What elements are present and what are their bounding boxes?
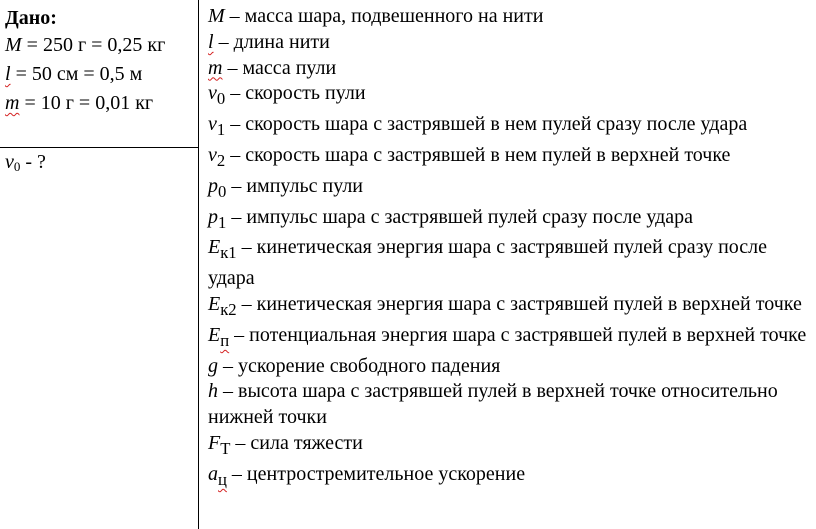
definition-text: – потенциальная энергия шара с застрявшей пулей в верхней точке: [229, 323, 807, 346]
find-block: [5, 150, 46, 174]
given-title: Дано:: [5, 7, 57, 29]
definition-text: – масса пули: [222, 56, 337, 79]
definition-subscript: 2: [216, 150, 226, 170]
definition-text: – ускорение свободного падения: [218, 354, 501, 377]
definition-symbol: v: [208, 82, 217, 105]
definition-text: – импульс шара с застрявшей пулей сразу после удара: [226, 205, 694, 228]
definition-symbol: m: [208, 56, 223, 79]
definition-text: – высота шара с застрявшей пулей в верхней точке относительно нижней точки: [208, 380, 778, 429]
definition-symbol: g: [208, 354, 218, 377]
definition-symbol: E: [208, 323, 221, 346]
definition-symbol: v: [208, 143, 217, 166]
definition-text: – скорость пули: [225, 82, 366, 105]
given-value: = 50 см = 0,5 м: [10, 63, 143, 85]
definition-symbol: v: [208, 113, 217, 136]
definition-symbol: l: [208, 30, 214, 53]
definition-subscript: к2: [220, 299, 237, 319]
definition-text: – импульс пули: [226, 174, 363, 197]
definition-item: [208, 4, 808, 30]
given-row-length: [5, 60, 195, 89]
definition-item: [208, 323, 808, 354]
find-subscript: 0: [13, 159, 21, 174]
definition-item: [208, 235, 808, 292]
definition-symbol: F: [208, 431, 221, 454]
definition-subscript: 1: [216, 120, 226, 140]
definition-item: [208, 30, 808, 56]
definition-symbol: h: [208, 380, 218, 403]
definition-subscript: ц: [218, 469, 227, 489]
definition-subscript: Т: [220, 438, 231, 458]
definition-item: [208, 174, 808, 205]
definition-symbol: E: [208, 292, 221, 315]
definition-symbol: p: [208, 205, 218, 228]
definition-item: [208, 81, 808, 112]
given-value: = 250 г = 0,25 кг: [21, 34, 166, 56]
definitions-list: [208, 4, 808, 493]
given-symbol: m: [5, 92, 20, 114]
definition-item: [208, 143, 808, 174]
definition-item: [208, 462, 808, 493]
definition-symbol: a: [208, 462, 218, 485]
definition-text: – масса шара, подвешенного на нити: [224, 5, 544, 27]
given-block: [5, 5, 195, 118]
definition-subscript: п: [220, 330, 230, 350]
definition-text: – кинетическая энергия шара с застрявшей пулей сразу после удара: [208, 236, 768, 290]
definition-text: – центростремительное ускорение: [226, 462, 526, 485]
given-value: = 10 г = 0,01 кг: [19, 92, 154, 114]
find-text: - ?: [20, 151, 46, 173]
definition-item: [208, 112, 808, 143]
column-divider: [198, 0, 199, 529]
definition-text: – скорость шара с застрявшей в нем пулей в верхней точке: [225, 143, 731, 166]
definition-symbol: p: [208, 174, 218, 197]
definition-text: – сила тяжести: [230, 431, 363, 454]
definition-text: – скорость шара с застрявшей в нем пулей сразу после удара: [225, 113, 748, 136]
definition-subscript: 0: [218, 181, 227, 201]
definition-item: [208, 292, 808, 323]
given-row-mass-bullet: [5, 89, 195, 118]
find-symbol: v: [5, 151, 14, 173]
definition-text: – кинетическая энергия шара с застрявшей пулей в верхней точке: [236, 292, 802, 315]
definition-symbol: M: [208, 5, 225, 27]
definition-item: [208, 354, 808, 380]
definition-item: [208, 431, 808, 462]
definition-subscript: к1: [220, 243, 237, 263]
given-symbol: M: [5, 34, 22, 56]
definition-text: – длина нити: [213, 30, 330, 53]
given-symbol: l: [5, 63, 11, 85]
definition-item: [208, 379, 808, 431]
definition-subscript: 0: [216, 89, 226, 109]
definition-symbol: E: [208, 236, 221, 259]
given-row-mass-ball: [5, 31, 195, 60]
definition-item: [208, 56, 808, 82]
definition-subscript: 1: [218, 212, 227, 232]
given-find-divider: [0, 147, 198, 148]
definition-item: [208, 205, 808, 236]
